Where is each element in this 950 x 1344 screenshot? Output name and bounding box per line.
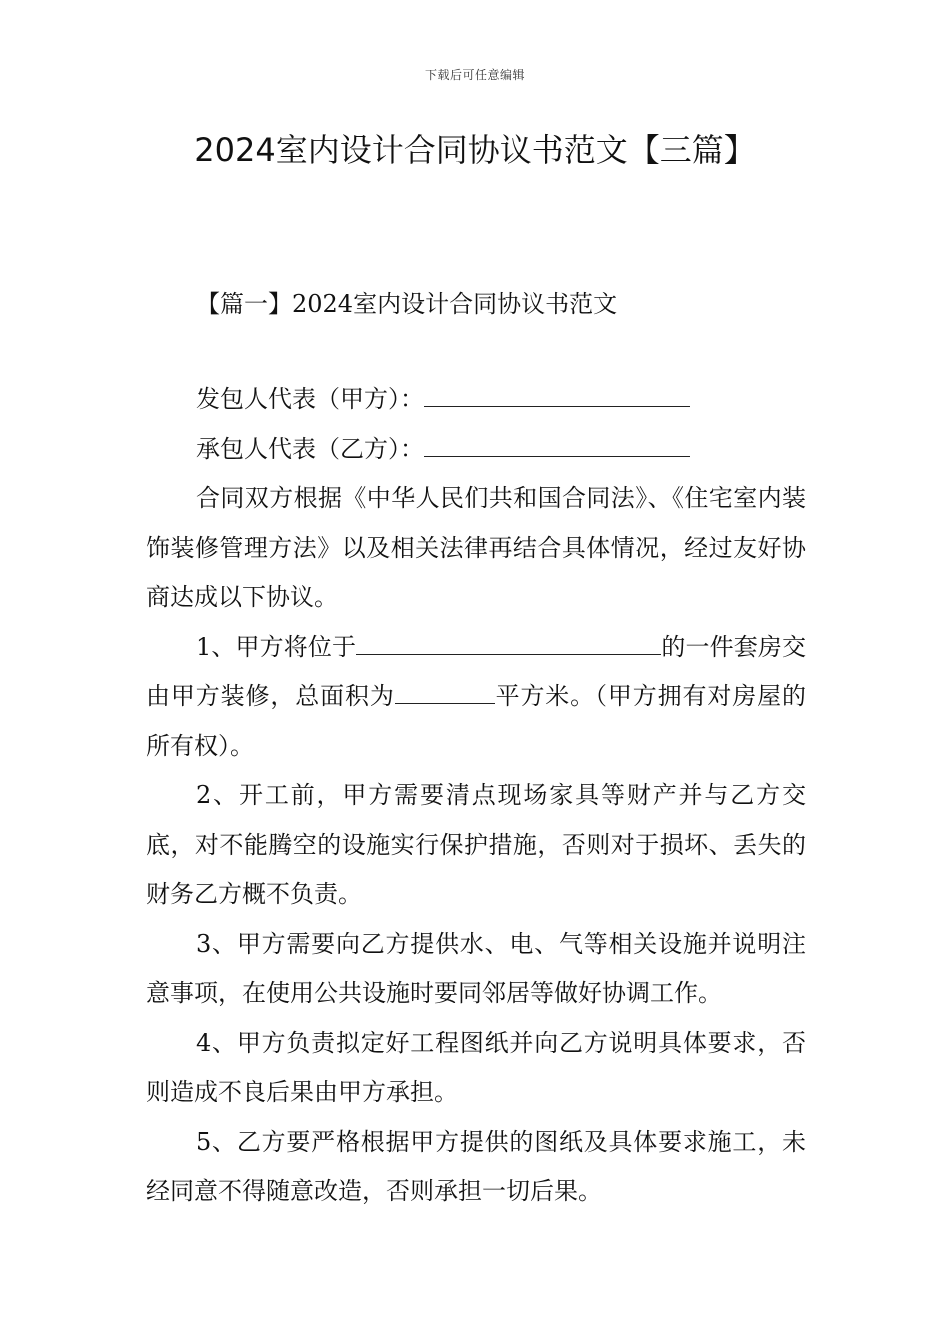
document-body — [146, 375, 806, 1217]
section-title: 【篇一】2024室内设计合同协议书范文 — [196, 290, 618, 318]
clause-1-part-2: 的一件套房交由甲方装修，总面积为 — [146, 632, 806, 710]
clause-3: 3、甲方需要向乙方提供水、电、气等相关设施并说明注意事项，在使用公共设施时要同邻居等做好协调工作。 — [146, 929, 806, 1007]
address-blank — [356, 624, 661, 655]
document-title: 2024室内设计合同协议书范文【三篇】 — [194, 131, 756, 169]
clause-1-part-3: 平方米。（甲方拥有对房屋的所有权）。 — [146, 682, 807, 760]
header-note: 下载后可任意编辑 — [424, 68, 525, 82]
party-b-blank — [424, 426, 690, 457]
area-blank — [395, 673, 495, 704]
intro-paragraph: 合同双方根据《中华人民们共和国合同法》、《住宅室内装饰装修管理方法》以及相关法律再结合具体情况，经过友好协商达成以下协议。 — [146, 484, 806, 611]
party-a-blank — [424, 376, 690, 407]
party-a-line — [146, 375, 806, 425]
party-b-line — [146, 425, 806, 475]
clause-1-part-1: 1、甲方将位于 — [196, 632, 357, 661]
clause-5: 5、乙方要严格根据甲方提供的图纸及具体要求施工，未经同意不得随意改造，否则承担一切后果。 — [146, 1127, 806, 1205]
clause-2: 2、开工前，甲方需要清点现场家具等财产并与乙方交底，对不能腾空的设施实行保护措施，否则对于损坏、丢失的财务乙方概不负责。 — [146, 781, 806, 908]
party-a-label: 发包人代表（甲方）： — [196, 385, 424, 413]
clause-4: 4、甲方负责拟定好工程图纸并向乙方说明具体要求，否则造成不良后果由甲方承担。 — [146, 1028, 806, 1106]
party-b-label: 承包人代表（乙方）： — [196, 434, 424, 463]
clause-1 — [146, 623, 806, 772]
